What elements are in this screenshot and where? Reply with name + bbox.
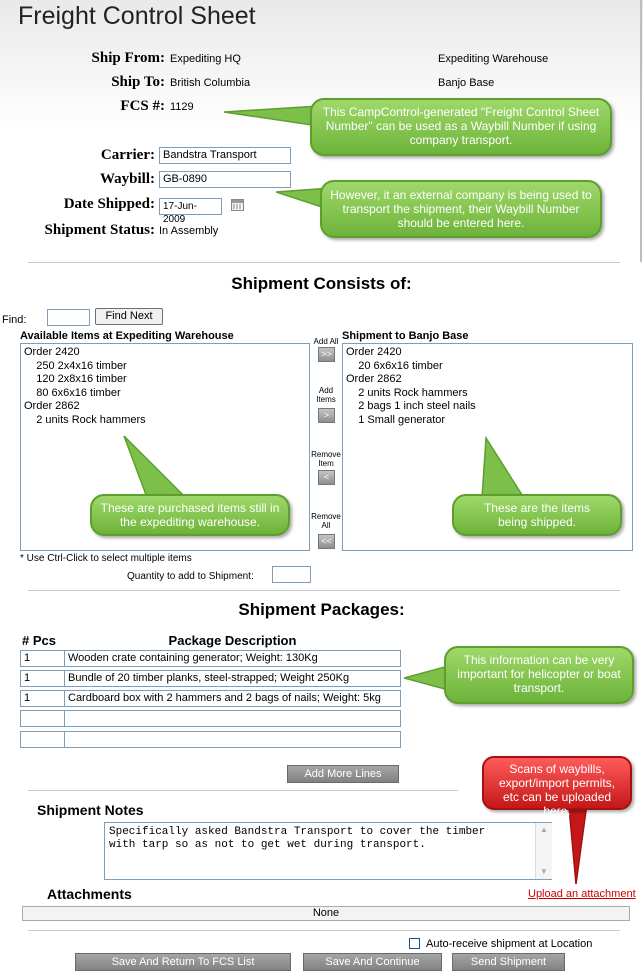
package-pcs-cell[interactable] bbox=[20, 710, 65, 727]
divider bbox=[28, 590, 620, 591]
package-description-cell[interactable]: Bundle of 20 timber planks, steel-strapped; Weight 250Kg bbox=[64, 670, 401, 687]
waybill-callout: However, it an external company is being used to transport the shipment, their Waybill Number should be entered here. bbox=[320, 180, 602, 238]
package-pcs-cell[interactable]: 1 bbox=[20, 670, 65, 687]
package-description-cell[interactable]: Cardboard box with 2 hammers and 2 bags of nails; Weight: 5kg bbox=[64, 690, 401, 707]
carrier-input[interactable]: Bandstra Transport bbox=[159, 147, 291, 164]
add-all-button[interactable]: >> bbox=[318, 347, 335, 362]
carrier-label: Carrier: bbox=[100, 147, 155, 163]
pcs-column-header: # Pcs bbox=[22, 633, 56, 648]
scroll-down-icon[interactable]: ▼ bbox=[540, 867, 548, 876]
fcs-callout: This CampControl-generated "Freight Control Sheet Number" can be used as a Waybill Number if using company transport. bbox=[310, 98, 612, 156]
auto-receive-label: Auto-receive shipment at Location bbox=[426, 938, 593, 950]
notes-heading: Shipment Notes bbox=[37, 802, 144, 818]
packages-callout: This information can be very important for helicopter or boat transport. bbox=[444, 646, 634, 704]
attachments-callout: Scans of waybills, export/import permits, etc can be uploaded here. bbox=[482, 756, 632, 810]
date-shipped-label: Date Shipped: bbox=[63, 196, 155, 212]
list-item[interactable]: Order 2862 bbox=[24, 400, 80, 412]
scroll-up-icon[interactable]: ▲ bbox=[540, 825, 548, 834]
ctrl-click-hint: * Use Ctrl-Click to select multiple items bbox=[20, 553, 192, 564]
add-items-button[interactable]: > bbox=[318, 408, 335, 423]
remove-item-label: Remove Item bbox=[311, 450, 341, 468]
find-label: Find: bbox=[2, 314, 27, 326]
save-and-continue-button[interactable]: Save And Continue bbox=[303, 953, 442, 971]
available-callout: These are purchased items still in the expediting warehouse. bbox=[90, 494, 290, 536]
list-item[interactable]: Order 2420 bbox=[346, 346, 402, 358]
remove-all-label: Remove All bbox=[311, 512, 341, 530]
calendar-icon[interactable] bbox=[231, 199, 244, 211]
divider bbox=[28, 790, 458, 791]
package-description-cell[interactable] bbox=[64, 731, 401, 748]
fcs-callout-tail bbox=[224, 104, 324, 134]
ship-from-label: Ship From: bbox=[91, 50, 165, 66]
package-description-cell[interactable] bbox=[64, 710, 401, 727]
shipment-items-title: Shipment to Banjo Base bbox=[342, 330, 469, 342]
send-shipment-button[interactable]: Send Shipment bbox=[452, 953, 565, 971]
quantity-input[interactable] bbox=[272, 566, 311, 583]
find-next-button[interactable]: Find Next bbox=[95, 308, 163, 325]
waybill-input[interactable]: GB-0890 bbox=[159, 171, 291, 188]
add-items-label: Add Items bbox=[316, 386, 336, 404]
list-item[interactable]: 2 units Rock hammers bbox=[346, 386, 468, 399]
page-title: Freight Control Sheet bbox=[18, 2, 256, 30]
package-pcs-cell[interactable] bbox=[20, 731, 65, 748]
notes-scrollbar[interactable] bbox=[535, 823, 552, 879]
available-items-title: Available Items at Expediting Warehouse bbox=[20, 330, 234, 342]
upload-attachment-link[interactable]: Upload an attachment bbox=[528, 888, 636, 900]
notes-textarea[interactable]: Specifically asked Bandstra Transport to cover the timber with tarp so as not to get wet during transport. bbox=[104, 822, 552, 880]
package-description-cell[interactable]: Wooden crate containing generator; Weight: 130Kg bbox=[64, 650, 401, 667]
consists-heading: Shipment Consists of: bbox=[231, 274, 412, 293]
remove-all-button[interactable]: << bbox=[318, 534, 335, 549]
save-and-return-button[interactable]: Save And Return To FCS List bbox=[75, 953, 291, 971]
add-all-label: Add All bbox=[313, 337, 339, 346]
list-item[interactable]: 1 Small generator bbox=[346, 413, 446, 426]
package-pcs-cell[interactable]: 1 bbox=[20, 650, 65, 667]
package-pcs-cell[interactable]: 1 bbox=[20, 690, 65, 707]
date-shipped-input[interactable]: 17-Jun-2009 bbox=[159, 198, 222, 215]
packages-heading: Shipment Packages: bbox=[238, 600, 405, 619]
shipment-status-value: In Assembly bbox=[159, 225, 219, 237]
fcs-number-label: FCS #: bbox=[120, 98, 165, 114]
attachments-list: None bbox=[22, 906, 630, 921]
list-item[interactable]: 20 6x6x16 timber bbox=[346, 359, 443, 372]
list-item[interactable]: 120 2x8x16 timber bbox=[24, 373, 127, 385]
attachments-heading: Attachments bbox=[47, 886, 132, 902]
add-more-lines-button[interactable]: Add More Lines bbox=[287, 765, 399, 783]
list-item[interactable]: 80 6x6x16 timber bbox=[24, 386, 121, 399]
quantity-label: Quantity to add to Shipment: bbox=[127, 571, 254, 582]
right-edge-divider bbox=[640, 0, 642, 262]
list-item[interactable]: 250 2x4x16 timber bbox=[24, 359, 127, 372]
shipment-status-label: Shipment Status: bbox=[44, 222, 155, 238]
divider bbox=[28, 262, 620, 263]
find-input[interactable] bbox=[47, 309, 90, 326]
ship-from-destination: Expediting Warehouse bbox=[438, 53, 549, 65]
list-item[interactable]: Order 2862 bbox=[346, 373, 402, 385]
waybill-label: Waybill: bbox=[99, 171, 155, 187]
divider bbox=[28, 930, 620, 931]
list-item[interactable]: 2 bags 1 inch steel nails bbox=[346, 400, 476, 412]
ship-to-value: British Columbia bbox=[170, 77, 251, 89]
description-column-header: Package Description bbox=[168, 633, 297, 648]
ship-to-label: Ship To: bbox=[111, 74, 165, 90]
shipped-callout-tail bbox=[478, 436, 548, 502]
remove-item-button[interactable]: < bbox=[318, 470, 335, 485]
auto-receive-checkbox[interactable] bbox=[409, 938, 420, 949]
list-item[interactable]: 2 units Rock hammers bbox=[24, 413, 146, 426]
list-item[interactable]: Order 2420 bbox=[24, 346, 80, 358]
ship-from-value: Expediting HQ bbox=[170, 53, 241, 65]
fcs-number-value: 1129 bbox=[170, 101, 194, 113]
ship-to-destination: Banjo Base bbox=[438, 77, 495, 89]
shipped-callout: These are the items being shipped. bbox=[452, 494, 622, 536]
